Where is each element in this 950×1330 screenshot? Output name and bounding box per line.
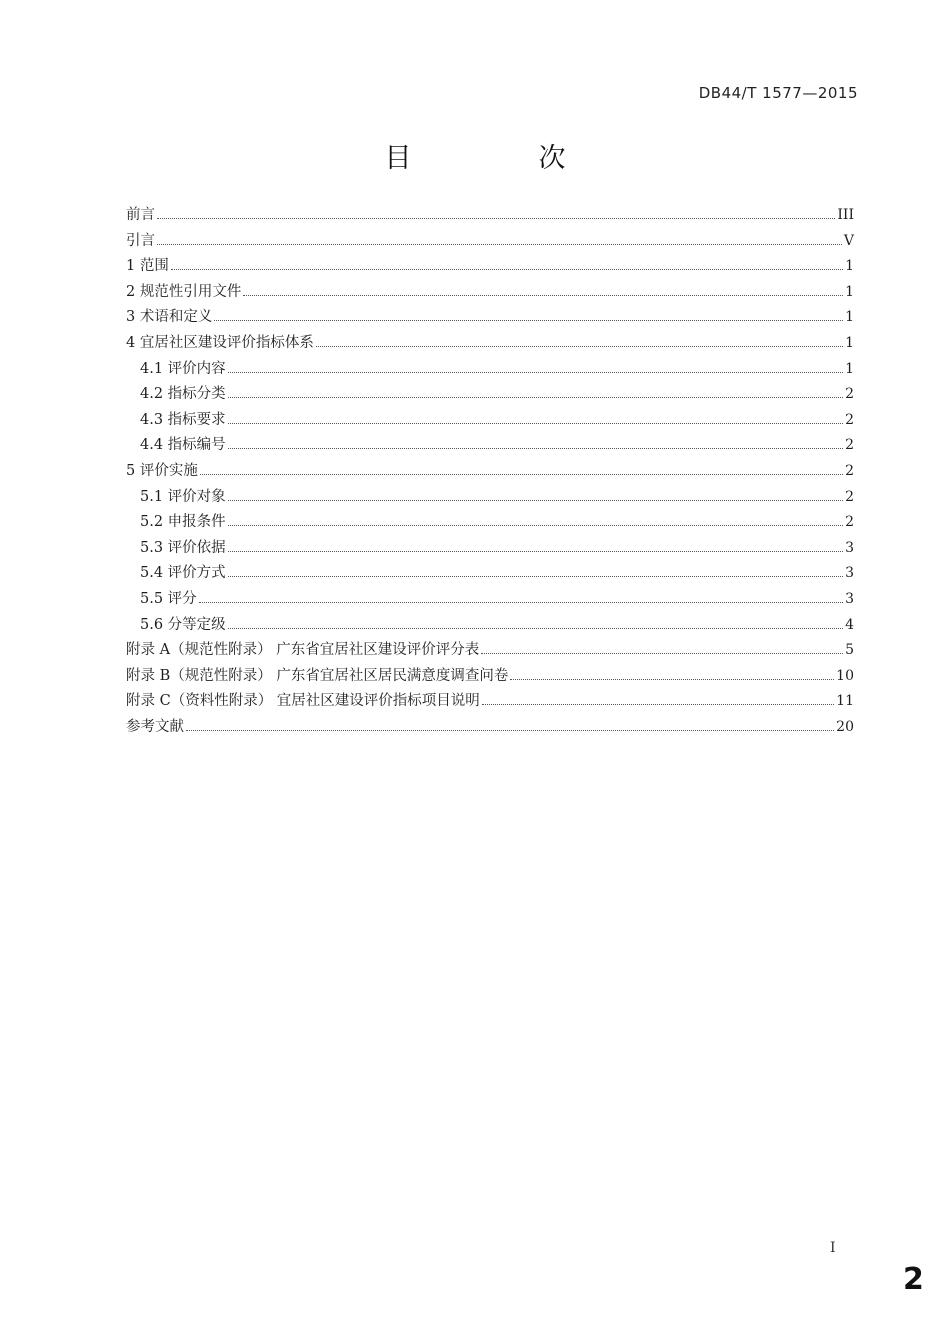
toc-entry-page: 4 [845, 616, 854, 633]
standard-code: DB44/T 1577—2015 [698, 84, 858, 102]
toc-entry[interactable] [126, 536, 854, 562]
toc-entry-page: 2 [845, 462, 854, 479]
page-title: 目 次 [384, 143, 616, 174]
toc-entry[interactable] [126, 203, 854, 229]
toc-entry[interactable] [126, 510, 854, 536]
toc-entry[interactable] [126, 433, 854, 459]
toc-entry-title: 附录 B（规范性附录） 广东省宜居社区居民满意度调查问卷 [126, 667, 509, 684]
toc-entry[interactable] [126, 587, 854, 613]
toc-leader-dots [157, 218, 835, 219]
toc-leader-dots [481, 653, 843, 654]
toc-entry-title: 5.3 评价依据 [140, 539, 226, 556]
toc-entry-title: 1 范围 [126, 258, 169, 275]
toc-entry-page: 3 [845, 590, 854, 607]
toc-entry-page: 1 [845, 334, 854, 351]
toc-entry-title: 5.1 评价对象 [140, 488, 226, 505]
toc-entry-page: 20 [836, 718, 854, 735]
toc-leader-dots [510, 679, 834, 680]
toc-leader-dots [199, 602, 843, 603]
toc-entry-title: 2 规范性引用文件 [126, 283, 242, 300]
toc-leader-dots [228, 448, 843, 449]
toc-entry-title: 5.4 评价方式 [140, 565, 226, 582]
toc-entry[interactable] [126, 280, 854, 306]
toc-entry[interactable] [126, 357, 854, 383]
toc-leader-dots [243, 295, 843, 296]
toc-entry-title: 引言 [126, 232, 155, 249]
toc-entry[interactable] [126, 408, 854, 434]
toc-leader-dots [228, 525, 843, 526]
toc-entry-title: 前言 [126, 207, 155, 223]
toc-entry[interactable] [126, 229, 854, 255]
toc-entry[interactable] [126, 638, 854, 664]
toc-entry-page: 1 [845, 258, 854, 275]
toc-entry-title: 5.2 申报条件 [140, 514, 226, 531]
toc-leader-dots [228, 500, 843, 501]
toc-entry-page: 2 [845, 488, 854, 505]
toc-entry-title: 5.6 分等定级 [140, 616, 226, 633]
toc-entry-page: 1 [845, 283, 854, 300]
toc-entry[interactable] [126, 305, 854, 331]
toc-entry[interactable] [126, 459, 854, 485]
toc-entry[interactable] [126, 715, 854, 741]
toc-leader-dots [228, 576, 843, 577]
toc-entry-page: 3 [845, 539, 854, 556]
toc-entry-page: 10 [836, 667, 854, 684]
toc-leader-dots [200, 474, 843, 475]
toc-entry-title: 附录 C（资料性附录） 宜居社区建设评价指标项目说明 [126, 693, 480, 710]
toc-leader-dots [482, 704, 834, 705]
toc-entry[interactable] [126, 613, 854, 639]
toc-entry-title: 5.5 评分 [140, 590, 197, 607]
toc-leader-dots [228, 628, 843, 629]
toc-entry[interactable] [126, 664, 854, 690]
toc-entry-page: 2 [845, 411, 854, 428]
toc-entry-title: 4.2 指标分类 [140, 386, 226, 403]
toc-entry-page: III [837, 207, 854, 223]
toc-leader-dots [228, 423, 843, 424]
toc-leader-dots [228, 397, 843, 398]
toc-entry[interactable] [126, 485, 854, 511]
toc-entry-title: 3 术语和定义 [126, 309, 213, 326]
toc-leader-dots [228, 372, 843, 373]
toc-entry-page: 11 [836, 693, 854, 710]
toc-entry-page: 5 [845, 642, 854, 659]
toc-entry[interactable] [126, 254, 854, 280]
toc-entry[interactable] [126, 382, 854, 408]
toc-leader-dots [171, 269, 843, 270]
toc-entry-page: 1 [845, 360, 854, 377]
table-of-contents [126, 203, 854, 740]
toc-entry-title: 附录 A（规范性附录） 广东省宜居社区建设评价评分表 [126, 642, 480, 659]
scan-page-number: 2 [903, 1262, 924, 1297]
toc-entry[interactable] [126, 689, 854, 715]
toc-entry-page: 3 [845, 565, 854, 582]
toc-entry-page: 1 [845, 309, 854, 326]
page-folio: I [830, 1240, 836, 1256]
toc-entry-page: 2 [845, 386, 854, 403]
toc-entry[interactable] [126, 331, 854, 357]
toc-entry-title: 参考文献 [126, 718, 184, 735]
toc-leader-dots [214, 320, 843, 321]
toc-entry-title: 5 评价实施 [126, 462, 198, 479]
toc-entry-title: 4.1 评价内容 [140, 360, 226, 377]
toc-entry-title: 4.4 指标编号 [140, 437, 226, 454]
toc-leader-dots [228, 551, 843, 552]
toc-leader-dots [316, 346, 843, 347]
toc-entry-page: 2 [845, 514, 854, 531]
toc-entry-page: 2 [845, 437, 854, 454]
toc-entry[interactable] [126, 561, 854, 587]
toc-entry-page: V [843, 232, 854, 249]
toc-leader-dots [157, 244, 842, 245]
toc-entry-title: 4.3 指标要求 [140, 411, 226, 428]
toc-leader-dots [186, 730, 834, 731]
toc-entry-title: 4 宜居社区建设评价指标体系 [126, 334, 314, 351]
